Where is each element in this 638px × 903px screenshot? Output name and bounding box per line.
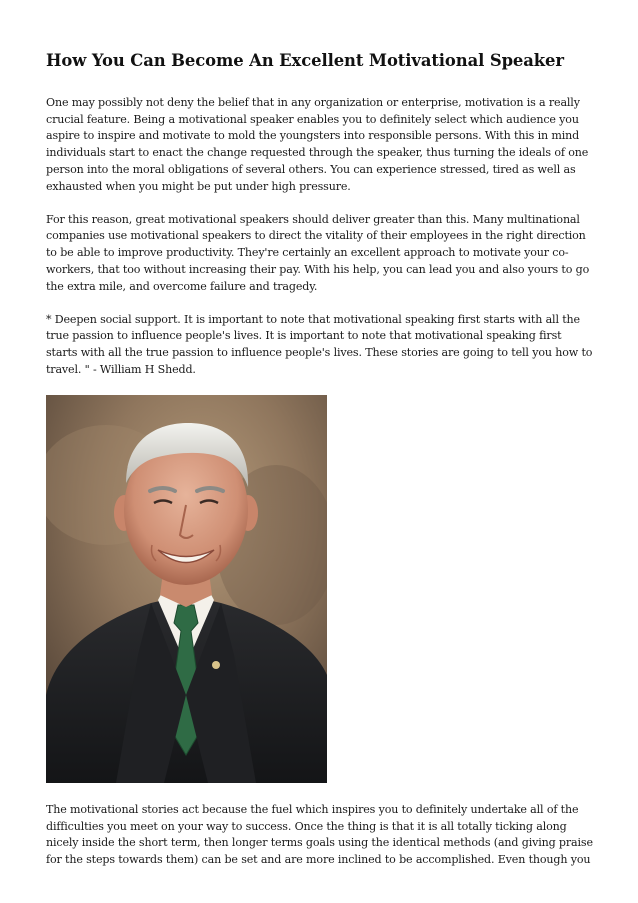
paragraph-1: One may possibly not deny the belief that in any organization or enterprise, motivation is a really crucial feature. Being a motivational speaker enables you to definitely select which audience you aspire to inspire and motivate to mold the youngsters into responsible persons. With this in mind individuals start to enact the change requested through the speaker, thus turning the ideals of one person into the moral obligations of several others. You can experience stressed, tired as well as exhausted when you might be put under high pressure. <box>46 96 589 193</box>
article-title: How You Can Become An Excellent Motivational Speaker <box>46 51 564 70</box>
speaker-portrait-photo <box>46 395 327 783</box>
paragraph-4: The motivational stories act because the fuel which inspires you to definitely undertake all of the difficulties you meet on your way to success. Once the thing is that it is all totally ticking along nicely inside the short term, then longer terms goals using the identical methods (and giving praise for the steps towards them) can be set and are more inclined to be accomplished. Even though you <box>46 803 593 867</box>
document-page <box>46 50 594 885</box>
paragraph-3: * Deepen social support. It is important to note that motivational speaking first starts with all the true passion to influence people's lives. It is important to note that motivational speaking first starts with all the true passion to influence people's lives. These stories are going to tell you how to travel. " - William H Shedd. <box>46 312 593 376</box>
paragraph-2: For this reason, great motivational speakers should deliver greater than this. Many multinational companies use motivational speakers to direct the vitality of their employees in the right direction to be able to improve productivity. They're certainly an excellent approach to motivate your co-workers, that too without increasing their pay. With his help, you can lead you and also yours to go the extra mile, and overcome failure and tragedy. <box>46 212 590 293</box>
